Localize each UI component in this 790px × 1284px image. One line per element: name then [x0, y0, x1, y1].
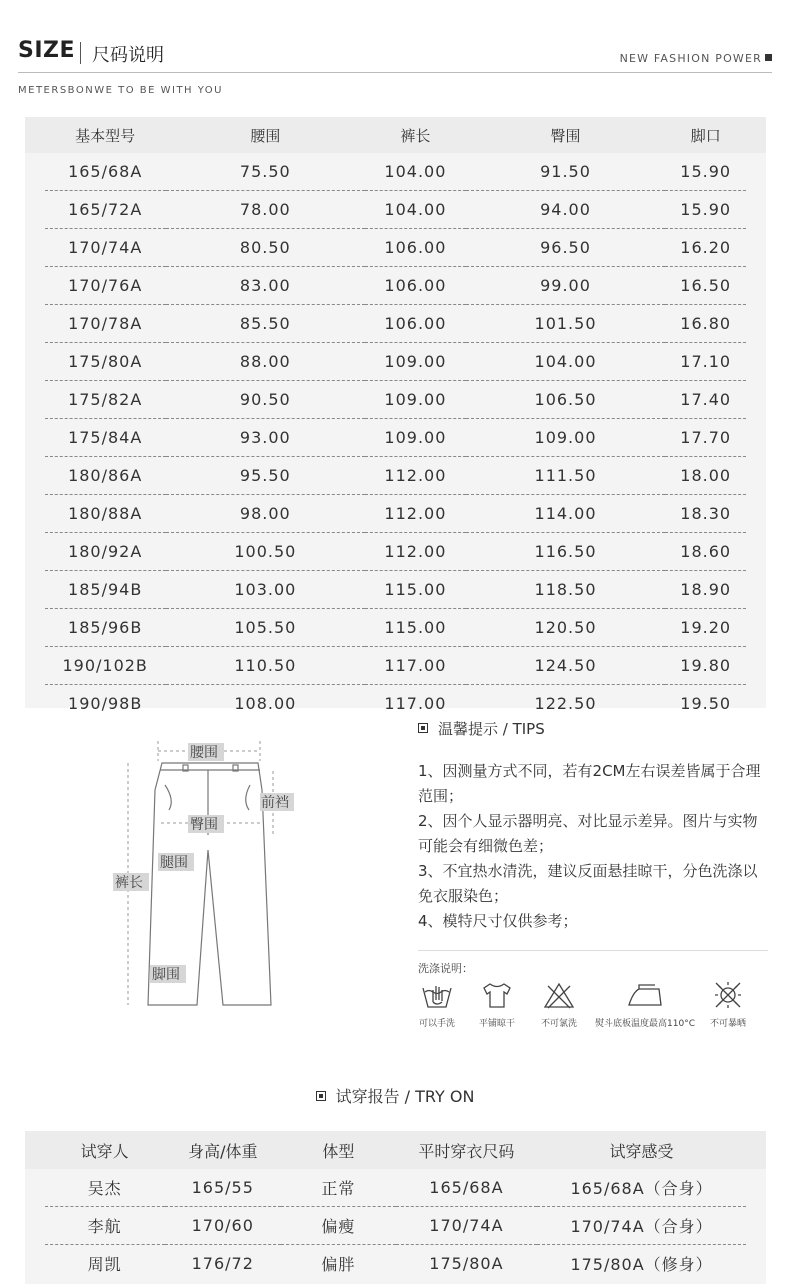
column-header: 试穿感受: [537, 1131, 747, 1169]
table-cell: 17.10: [665, 343, 746, 381]
table-cell: 170/78A: [45, 305, 166, 343]
table-cell: 112.00: [365, 495, 466, 533]
column-header: 基本型号: [45, 117, 166, 153]
table-cell: 111.50: [466, 457, 665, 495]
tip-item: 3、不宜热水清洗，建议反面悬挂晾干，分色洗涤以免衣服染色；: [418, 862, 758, 905]
table-cell: 175/84A: [45, 419, 166, 457]
table-row: [25, 267, 766, 305]
square-bullet-icon: [418, 723, 428, 733]
table-row: [25, 571, 766, 609]
table-cell: 78.00: [166, 191, 365, 229]
table-cell: 109.00: [365, 381, 466, 419]
table-cell: 180/88A: [45, 495, 166, 533]
table-cell: 109.00: [365, 343, 466, 381]
table-cell: 112.00: [365, 533, 466, 571]
hand-wash-item: [412, 980, 462, 1029]
table-row: [25, 191, 766, 229]
table-row: [25, 343, 766, 381]
table-cell: 正常: [281, 1169, 396, 1207]
table-cell: 83.00: [166, 267, 365, 305]
pants-diagram: [105, 735, 305, 1025]
table-cell: 90.50: [166, 381, 365, 419]
table-cell: 19.80: [665, 647, 746, 685]
iron-icon: [625, 980, 665, 1010]
diagram-label-hip: 臀围: [190, 817, 218, 833]
table-row: [25, 419, 766, 457]
size-table-panel: [25, 117, 766, 713]
table-cell: 170/74A（合身）: [537, 1207, 747, 1245]
header-divider: [18, 72, 772, 73]
table-row: [25, 685, 766, 723]
table-cell: 185/96B: [45, 609, 166, 647]
table-cell: 117.00: [384, 694, 447, 713]
page-title-cn: 尺码说明: [92, 45, 164, 66]
table-cell: 101.50: [466, 305, 665, 343]
table-row: [25, 229, 766, 267]
table-cell: 19.20: [665, 609, 746, 647]
brand-tagline-right: NEW FASHION POWER: [620, 52, 772, 65]
diagram-label-hem: 脚围: [152, 967, 180, 983]
table-cell: 99.00: [466, 267, 665, 305]
wash-label: 平铺晾干: [478, 1019, 515, 1029]
table-row: [25, 1245, 766, 1283]
table-cell: 165/68A: [45, 153, 166, 191]
size-table: [25, 117, 766, 722]
column-header: 身高/体重: [165, 1131, 281, 1169]
table-cell: 98.00: [166, 495, 365, 533]
table-cell: 165/72A: [45, 191, 166, 229]
table-cell: 95.50: [166, 457, 365, 495]
table-cell: 170/60: [165, 1207, 281, 1245]
table-cell: 106.00: [365, 305, 466, 343]
table-cell: 15.90: [665, 153, 746, 191]
table-cell: 104.00: [365, 191, 466, 229]
table-cell: 106.00: [365, 229, 466, 267]
no-sun-icon: [711, 980, 745, 1010]
table-row: [25, 153, 766, 191]
table-cell: 91.50: [466, 153, 665, 191]
tryon-panel: [25, 1131, 766, 1284]
table-cell: 117.00: [365, 647, 466, 685]
table-cell: 109.00: [365, 419, 466, 457]
table-row: [25, 1169, 766, 1207]
table-cell: 122.50: [534, 694, 597, 713]
table-cell: 170/74A: [396, 1207, 537, 1245]
table-cell: 17.70: [665, 419, 746, 457]
table-cell: 周凯: [87, 1255, 122, 1274]
no-sun-item: [704, 980, 752, 1029]
table-cell: 17.40: [665, 381, 746, 419]
table-cell: 93.00: [166, 419, 365, 457]
page-title: SIZE: [18, 38, 76, 63]
wash-divider: [418, 950, 768, 951]
table-cell: 偏胖: [321, 1255, 356, 1274]
table-cell: 16.20: [665, 229, 746, 267]
table-cell: 190/98B: [68, 694, 143, 713]
table-row: [25, 647, 766, 685]
tip-item: 4、模特尺寸仅供参考；: [418, 912, 578, 930]
table-cell: 108.00: [234, 694, 297, 713]
diagram-label-front-rise: 前裆: [261, 795, 289, 811]
table-cell: 106.50: [466, 381, 665, 419]
table-cell: 115.00: [365, 571, 466, 609]
table-row: [25, 381, 766, 419]
table-cell: 180/92A: [45, 533, 166, 571]
square-icon: [765, 54, 772, 61]
table-cell: 110.50: [166, 647, 365, 685]
table-cell: 180/86A: [45, 457, 166, 495]
table-cell: 80.50: [166, 229, 365, 267]
table-cell: 103.00: [166, 571, 365, 609]
square-bullet-icon: [316, 1091, 326, 1101]
no-bleach-item: [534, 980, 584, 1029]
header: [0, 0, 790, 110]
table-cell: 106.00: [365, 267, 466, 305]
table-cell: 100.50: [166, 533, 365, 571]
column-header: 腰围: [166, 117, 365, 153]
tryon-header-row: [25, 1131, 766, 1169]
table-cell: 85.50: [166, 305, 365, 343]
table-cell: 175/80A（修身）: [570, 1255, 713, 1274]
table-cell: 104.00: [466, 343, 665, 381]
table-cell: 190/102B: [45, 647, 166, 685]
tip-item: 2、因个人显示器明亮、对比显示差异。图片与实物可能会有细微色差；: [418, 812, 758, 855]
tip-item: 1、因测量方式不同，若有2CM左右误差皆属于合理范围；: [418, 762, 761, 805]
wash-label: 可以手洗: [418, 1019, 455, 1029]
table-cell: 175/80A: [45, 343, 166, 381]
wash-label: 不可暴晒: [709, 1019, 746, 1029]
table-cell: 18.90: [665, 571, 746, 609]
table-cell: 114.00: [466, 495, 665, 533]
column-header: 臀围: [466, 117, 665, 153]
table-cell: 16.80: [665, 305, 746, 343]
title-divider: [80, 42, 81, 64]
table-cell: 116.50: [466, 533, 665, 571]
column-header: 裤长: [365, 117, 466, 153]
table-row: [25, 1207, 766, 1245]
table-row: [25, 495, 766, 533]
diagram-label-thigh: 腿围: [160, 855, 188, 871]
table-cell: 李航: [45, 1207, 165, 1245]
flat-dry-icon: [480, 980, 514, 1010]
iron-item: [590, 980, 700, 1029]
table-cell: 88.00: [166, 343, 365, 381]
table-cell: 18.30: [665, 495, 746, 533]
table-cell: 176/72: [191, 1254, 254, 1273]
table-row: [25, 609, 766, 647]
table-cell: 165/68A: [396, 1169, 537, 1207]
table-cell: 偏瘦: [281, 1207, 396, 1245]
table-cell: 吴杰: [45, 1169, 165, 1207]
table-cell: 175/80A: [429, 1254, 504, 1273]
wash-label: 熨斗底板温度最高110°C: [595, 1019, 695, 1029]
table-row: [25, 533, 766, 571]
table-cell: 18.00: [665, 457, 746, 495]
column-header: 平时穿衣尺码: [396, 1131, 537, 1169]
table-cell: 16.50: [665, 267, 746, 305]
table-cell: 170/74A: [45, 229, 166, 267]
table-cell: 96.50: [466, 229, 665, 267]
table-cell: 115.00: [365, 609, 466, 647]
table-cell: 75.50: [166, 153, 365, 191]
table-cell: 124.50: [466, 647, 665, 685]
table-cell: 104.00: [365, 153, 466, 191]
table-cell: 15.90: [665, 191, 746, 229]
diagram-label-length: 裤长: [115, 875, 143, 891]
table-cell: 120.50: [466, 609, 665, 647]
flat-dry-item: [472, 980, 522, 1029]
column-header: 脚口: [665, 117, 746, 153]
table-cell: 94.00: [466, 191, 665, 229]
column-header: 体型: [281, 1131, 396, 1169]
tips-section: [418, 718, 768, 934]
table-cell: 165/55: [165, 1169, 281, 1207]
wash-label: 不可氯洗: [540, 1019, 577, 1029]
diagram-label-waist: 腰围: [190, 745, 218, 761]
tryon-title: 试穿报告 / TRY ON: [0, 1084, 790, 1107]
table-cell: 19.50: [680, 694, 732, 713]
table-cell: 185/94B: [45, 571, 166, 609]
table-row: [25, 305, 766, 343]
table-cell: 105.50: [166, 609, 365, 647]
table-cell: 112.00: [365, 457, 466, 495]
hand-wash-icon: [420, 980, 454, 1010]
tryon-table: [25, 1131, 766, 1282]
table-cell: 165/68A（合身）: [537, 1169, 747, 1207]
wash-icons: [412, 980, 772, 1040]
no-bleach-icon: [542, 980, 576, 1010]
table-cell: 170/76A: [45, 267, 166, 305]
brand-tagline-left: METERSBONWE TO BE WITH YOU: [18, 85, 224, 96]
table-row: [25, 457, 766, 495]
table-cell: 18.60: [665, 533, 746, 571]
wash-title: 洗涤说明：: [418, 962, 473, 975]
tips-title: 温馨提示 / TIPS: [418, 718, 768, 739]
size-table-header-row: [25, 117, 766, 153]
table-cell: 109.00: [466, 419, 665, 457]
column-header: 试穿人: [45, 1131, 165, 1169]
table-cell: 118.50: [466, 571, 665, 609]
table-cell: 175/82A: [45, 381, 166, 419]
